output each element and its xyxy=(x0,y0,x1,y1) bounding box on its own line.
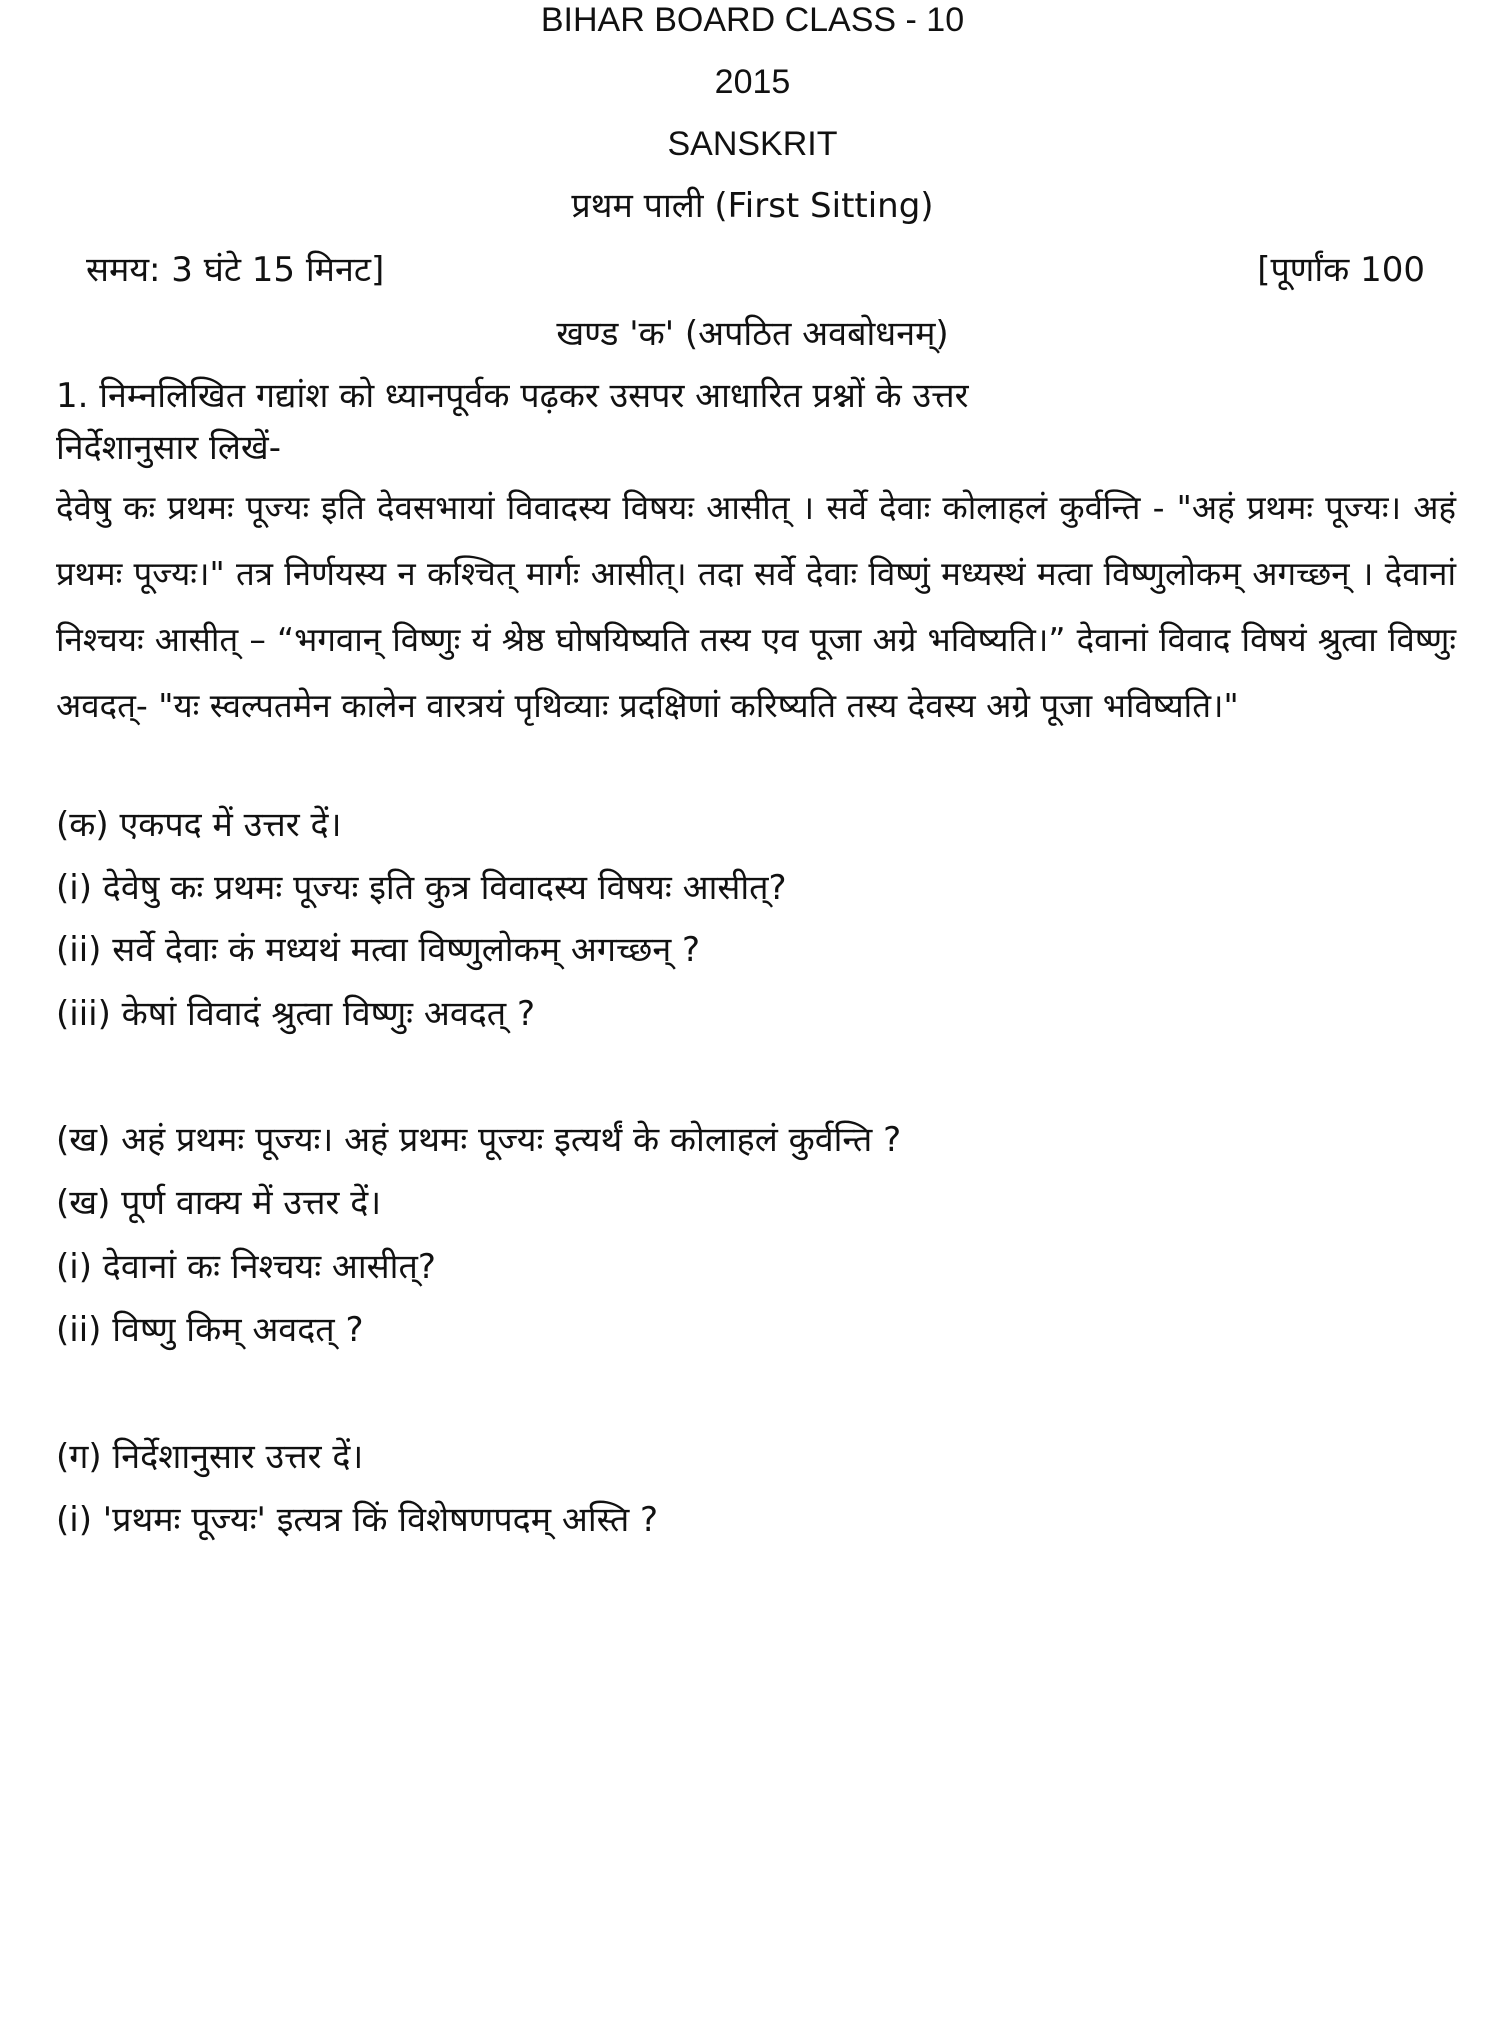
part-ga-heading: (ग) निर्देशानुसार उत्तर दें। xyxy=(56,1437,364,1477)
board-title: BIHAR BOARD CLASS - 10 xyxy=(540,1,965,39)
sitting-label: प्रथम पाली (First Sitting) xyxy=(571,186,934,226)
passage-text: देवेषु कः प्रथमः पूज्यः इति देवसभायां विवादस्य विषयः आसीत् । सर्वे देवाः कोलाहलं कुर्वन्ति - "अहं प्रथमः पूज्यः। अहं प्रथमः पूज्यः।" तत्र निर्णयस्य न कश्चित् मार्गः आसीत्। तदा सर्वे देवाः विष्णुं मध्यस्थं मत्वा विष्णुलोकम् अगच्छन् । देवानां निश्चयः आसीत् – “भगवान् विष्णुः यं श्रेष्ठ घोषयिष्यति तस्य एव पूजा अग्रे भविष्यति।” देवानां विवाद विषयं श्रुत्वा विष्णुः अवदत्- "यः स्वल्पतमेन कालेन वारत्रयं पृथिव्याः प्रदक्षिणां करिष्यति तस्य देवस्य अग्रे पूजा भविष्यति।" xyxy=(56,488,1456,725)
part-kha-heading: (ख) पूर्ण वाक्य में उत्तर दें। xyxy=(56,1183,382,1223)
part-kha-question-1: (i) देवानां कः निश्चयः आसीत्? xyxy=(56,1247,436,1287)
full-marks: [पूर्णांक 100 xyxy=(1257,250,1425,290)
part-kha-question-2: (ii) विष्णु किम् अवदत् ? xyxy=(56,1310,364,1350)
part-kha-question: (ख) अहं प्रथमः पूज्यः। अहं प्रथमः पूज्यः इत्यर्थं के कोलाहलं कुर्वन्ति ? xyxy=(56,1120,902,1160)
section-heading: खण्ड 'क' (अपठित अवबोधनम्) xyxy=(556,314,949,354)
part-ka-question-2: (ii) सर्वे देवाः कं मध्यथं मत्वा विष्णुलोकम् अगच्छन् ? xyxy=(56,930,701,970)
question-1-instruction-line1: 1. निम्नलिखित गद्यांश को ध्यानपूर्वक पढ़कर उसपर आधारित प्रश्नों के उत्तर xyxy=(56,376,969,416)
exam-year: 2015 xyxy=(714,63,791,101)
part-ka-question-1: (i) देवेषु कः प्रथमः पूज्यः इति कुत्र विवादस्य विषयः आसीत्? xyxy=(56,868,787,908)
time-allowed: समय: 3 घंटे 15 मिनट] xyxy=(86,250,385,290)
part-ka-question-3: (iii) केषां विवादं श्रुत्वा विष्णुः अवदत् ? xyxy=(56,994,536,1034)
subject-title: SANSKRIT xyxy=(667,125,838,163)
part-ka-heading: (क) एकपद में उत्तर दें। xyxy=(56,805,342,845)
part-ga-question-1: (i) 'प्रथमः पूज्यः' इत्यत्र किं विशेषणपदम् अस्ति ? xyxy=(56,1500,659,1540)
question-1-instruction-line2: निर्देशानुसार लिखें- xyxy=(56,428,281,468)
